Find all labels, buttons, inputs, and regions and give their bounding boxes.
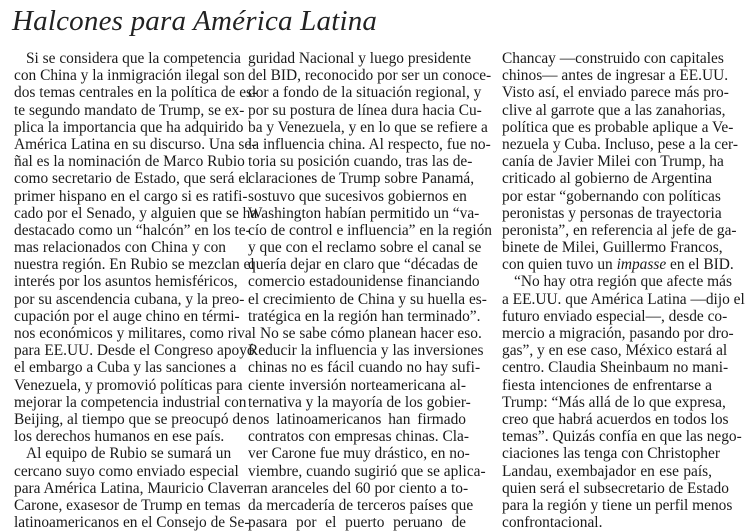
emphasis: impasse [616,256,667,274]
article-column-2 [248,50,493,531]
text-line: ba y Venezuela, y en lo que se refiere a [248,118,488,136]
text-line: destacado como un “halcón” en los te- [14,221,251,239]
text-line: Landau, exembajador en ese país, [502,462,712,480]
text-line: a EE.UU. que América Latina —dijo el [502,290,745,308]
text-line: peronista”, en referencia al jefe de ga- [502,221,737,239]
text-line: ciente inversión norteamericana al- [248,376,466,394]
text-line: Al equipo de Rubio se sumará un [26,445,232,463]
text-line: y que con el reclamo sobre el canal se [248,239,482,257]
text-line: mas relacionados con China y con [14,239,226,257]
text-line: No se sabe cómo planean hacer eso. [260,325,482,342]
text-line: pasara por el puerto peruano de [248,514,466,531]
text-line: nuestra región. En Rubio se mezclan el [14,256,255,274]
article-column-3 [502,50,745,531]
text-line: los derechos humanos en ese país. [14,428,225,446]
text-line: América Latina en su discurso. Una se- [14,135,257,153]
text-line: centro. Claudia Sheinbaum no mani- [502,359,729,377]
text-line: futuro enviado especial—, desde co- [502,307,728,325]
text-line: ternativa y la mayoría de los gobier- [248,393,471,411]
text-line: con China y la inmigración ilegal son [14,67,245,85]
text-line: guridad Nacional y luego presidente [248,50,472,67]
text-line: sostuvo que sucesivos gobiernos en [248,187,467,205]
text-line: Venezuela, y promovió políticas para [14,376,243,394]
text-line: Carone, exasesor de Trump en temas [14,496,241,514]
text-line: viembre, cuando sugirió que se aplica- [248,462,486,480]
text-line: dos temas centrales en la política de es- [14,84,258,102]
text-line: primer hispano en el cargo si es ratifi- [14,187,248,205]
text-line: creo que habrá acuerdos en todos los [502,410,729,428]
text-line: quien será el subsecretario de Estado [502,479,729,497]
text-line: Reducir la influencia y las inversiones [248,342,484,360]
text-line: Washington habían permitido un “va- [248,204,480,222]
text-line: nos latinoamericanos han firmado [248,410,466,428]
text-line: política que es probable aplique a Ve- [502,118,734,136]
text-line: ñal es la nominación de Marco Rubio [14,153,245,171]
text-line: para EE.UU. Desde el Congreso apoyó [14,342,255,360]
text-line: gas”, y en ese caso, México estará al [502,342,728,360]
text-line: el embargo a Cuba y las sanciones a [14,359,237,377]
text-line: plica la importancia que ha adquirido [14,118,244,136]
text-line: Beijing, al tiempo que se preocupó de [14,410,247,428]
text-line: interés por los asuntos hemisféricos, [14,273,238,291]
text-line: chinas no es fácil cuando no hay sufi- [248,359,481,377]
text-line: mercio a migración, pasando por dro- [502,325,734,342]
text-line: ran aranceles del 60 por ciento a to- [248,479,469,497]
text-line: cupación por el auge chino en térmi- [14,307,240,325]
text-line: Chancay —construido con capitales [502,50,724,67]
text-line: chinos— antes de ingresar a EE.UU. [502,67,729,85]
text-line: cado por el Senado, y alguien que se ha [14,204,258,222]
text-line: el crecimiento de China y su huella es- [248,290,487,308]
text-line: temas”. Quizás confía en que las nego- [502,428,742,446]
text-line: quería dejar en claro que “décadas de [248,256,478,274]
text-line: por su ascendencia cubana, y la preo- [14,290,245,308]
text-line: nos económicos y militares, como rival [14,325,256,342]
text-line: con quien tuvo un impasse en el BID. [502,256,734,274]
text-line: Si se considera que la competencia [26,50,241,67]
text-line: fiesta intenciones de enfrentarse a [502,376,712,394]
text-line: para la región y tiene un perfil menos [502,496,733,514]
text-line: “No hay otra región que afecte más [514,273,732,291]
text-line: nezuela y Cuba. Incluso, pese a la cer- [502,135,738,153]
text-line: comercio estadounidense financiando [248,273,480,291]
text-line: canía de Javier Milei con Trump, ha [502,153,724,171]
text-line: por su postura de línea dura hacia Cu- [248,101,482,119]
text-line: clive al garrote que a las zanahorias, [502,101,726,119]
text-line: contratos con empresas chinas. Cla- [248,428,469,446]
text-line: claraciones de Trump sobre Panamá, [248,170,475,188]
article-column-1 [14,50,258,531]
text-line: criticado al gobierno de Argentina [502,170,712,188]
text-line: da mercadería de terceros países que [248,496,474,514]
text-line: peronistas y personas de trayectoria [502,204,722,222]
text-line: toria su posición cuando, tras las de- [248,153,473,171]
text-line: latinoamericanos en el Consejo de Se- [14,514,250,531]
text-line: cercano suyo como enviado especial [14,462,239,480]
text-line: te segundo mandato de Trump, se ex- [14,101,245,119]
text-line: ver Carone fue muy drástico, en no- [248,445,470,463]
text-line: mejorar la competencia industrial con [14,393,247,411]
headline: Halcones para América Latina [12,5,378,37]
text-line: del BID, reconocido por ser un conoce- [248,67,492,85]
text-line: Visto así, el enviado parece más pro- [502,84,729,102]
text-line: ciaciones las tenga con Christopher [502,445,720,463]
text-line: tratégica en la región han terminado”. [248,307,481,325]
text-line: dor a fondo de la situación regional, y [248,84,482,102]
text-line: Trump: “Más allá de lo que expresa, [502,393,726,411]
text-line: cío de control e influencia” en la región [248,221,493,239]
text-line: binete de Milei, Guillermo Francos, [502,239,723,257]
text-line: por estar “gobernando con políticas [502,187,721,205]
text-line: confrontacional. [502,514,603,531]
text-line: como secretario de Estado, que será el [14,170,250,188]
text-line: para América Latina, Mauricio Claver [14,479,249,497]
text-line: la influencia china. Al respecto, fue no- [248,135,491,153]
